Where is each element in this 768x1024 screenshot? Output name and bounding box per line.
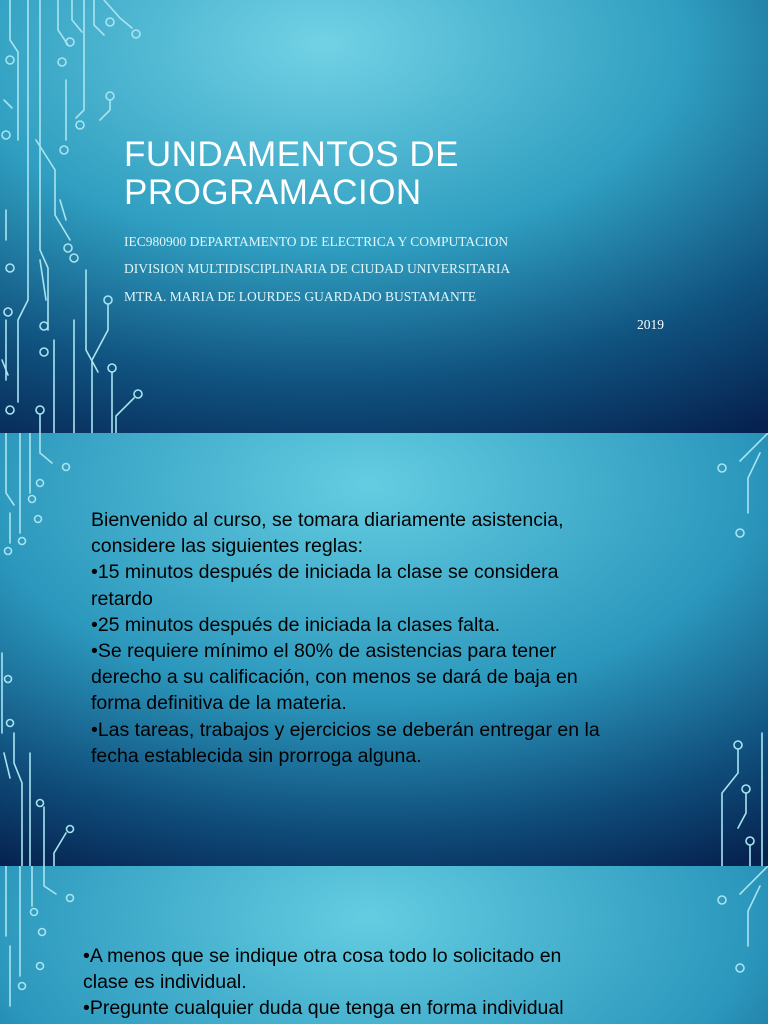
bullet-item: •25 minutos después de iniciada la clases falta. [91,613,500,636]
presentation-title: FUNDAMENTOS DE PROGRAMACION [124,135,459,212]
circuit-decoration [0,0,768,433]
title-slide [0,0,768,433]
bullet-item: •Se requiere mínimo el 80% de asistencias para tener [91,640,557,663]
bullet-item: •15 minutos después de iniciada la clase se considera [91,561,559,584]
text-line: clase es individual. [83,971,247,994]
text-line: Bienvenido al curso, se tomara diariamente asistencia, [91,509,564,531]
year-label: 2019 [637,317,664,332]
rules-text [91,507,600,769]
rules-slide [0,433,768,866]
notes-slide [0,866,768,1024]
subtitle-line: IEC980900 DEPARTAMENTO DE ELECTRICA Y COMPUTACION [124,234,509,249]
bullet-item: •A menos que se indique otra cosa todo lo solicitado en [83,945,562,967]
text-line: forma definitiva de la materia. [91,692,347,715]
text-line: considere las siguientes reglas: [91,535,364,558]
text-line: derecho a su calificación, con menos se dará de baja en [91,666,578,689]
text-line: retardo [91,587,153,610]
notes-text [83,943,564,1022]
bullet-item: •Las tareas, trabajos y ejercicios se deberán entregar en la [91,718,600,741]
bullet-item: •Pregunte cualquier duda que tenga en forma individual [83,997,564,1020]
text-line: fecha establecida sin prorroga alguna. [91,744,422,767]
subtitle-line: MTRA. MARIA DE LOURDES GUARDADO BUSTAMANTE [124,289,477,304]
subtitle-line: DIVISION MULTIDISCIPLINARIA DE CIUDAD UNIVERSITARIA [124,261,511,276]
